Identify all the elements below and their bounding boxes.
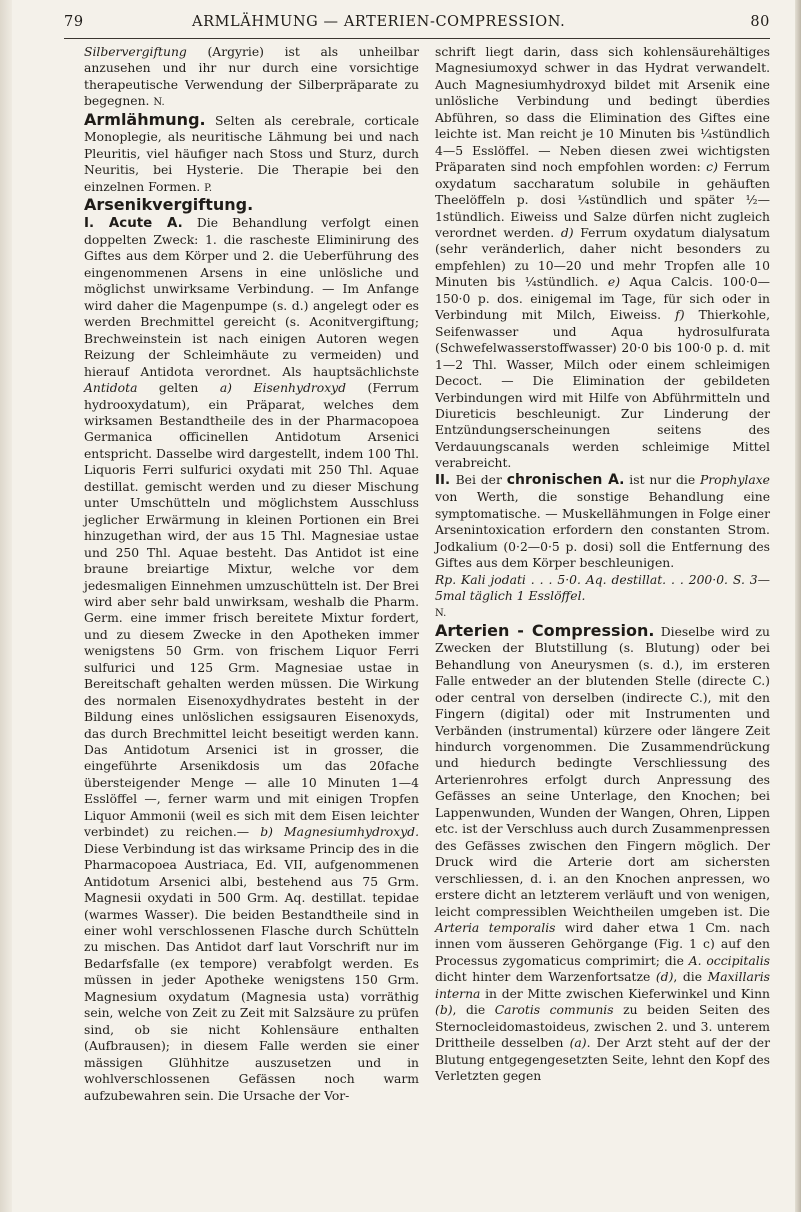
prescription-line: Rp. Kali jodati . . . 5·0. bbox=[435, 572, 581, 587]
entry-arterien-compression bbox=[435, 620, 771, 1085]
subentry-chronic bbox=[435, 472, 770, 572]
author-initial: N. bbox=[435, 608, 447, 620]
body-text: in der Mitte zwischen Kieferwinkel und Kinn bbox=[480, 986, 770, 1001]
entry-heading: Armlähmung. bbox=[84, 109, 206, 129]
italic-term: d) bbox=[560, 225, 574, 240]
header-rule bbox=[64, 38, 770, 39]
author-initial: P. bbox=[204, 182, 213, 194]
italic-term: f) bbox=[675, 308, 685, 323]
body-text: Ferrum oxydatum dialysatum (sehr veränderlich, daher nicht besonders zu empfehlen) zu 10—20 und mehr Tropfen alle 10 Minuten bis ¼stündlich. bbox=[435, 225, 771, 290]
italic-term: Antidota bbox=[84, 381, 138, 396]
italic-term: Maxillaris interna bbox=[435, 970, 770, 1001]
running-header bbox=[64, 6, 770, 36]
body-text: Ferrum oxydatum saccharatum solubile in gehäuften Theelöffeln p. dosi ¼stündlich und später ½—1stündlich. Eiweiss und Salze dürfen nicht zugleich verordnet werden. bbox=[435, 160, 770, 240]
body-text: Dieselbe wird zu Zwecken der Blutstillung (s. Blutung) oder bei Behandlung von Aneurysmen (s. d.), im ersteren Falle entweder an der blutenden Stelle (directe C.) oder central von derselben (indirecte C.), mit den Fingern (digital) oder mit Instrumenten und Verbänden (instrumental) kürzere oder längere Zeit hindurch vorgenommen. Die Zusammendrückung und hiedurch bedingte Verschliessung des Arterienrohres erfolgt durch Anpressung des Gefässes an seine Unterlage, den Knochen; bei Lappenwunden, Wunden der Wangen, Ohren, Lippen etc. ist der Verschluss auch durch Zusammenpressen des Gefässes zwischen den Fingern möglich. Der Druck wird die Arterie dort am sichersten verschliessen, d. i. an den Knochen anpressen, wo erstere dicht an letzterem verläuft und von wenigen, leicht compressiblen Weichtheilen umgeben ist. Die bbox=[435, 624, 771, 919]
italic-term: (b) bbox=[435, 1003, 453, 1018]
body-text: schrift liegt darin, dass sich kohlensäurehältiges Magnesiumoxyd schwer in das Hydrat verwandelt. Auch Magnesiumhydroxyd bildet mit Arsenik eine unlösliche Verbindung und bedingt überdies Abführen, so dass die Elimination des Giftes eine leichte ist. Man reicht je 10 Minuten bis ¼stündlich 4—5 Esslöffel. — Neben diesen zwei wichtigsten Präparaten sind noch empfohlen worden: bbox=[435, 45, 770, 175]
prescription-line: S. 3—5mal täglich 1 Esslöffel. bbox=[435, 572, 770, 603]
body-text: (Argyrie) ist als unheilbar anzusehen und ihr nur durch eine vorsichtige therapeutische Verwendung der Silberpräparate zu begegnen. bbox=[84, 45, 419, 109]
running-title: ARMLÄHMUNG — ARTERIEN-COMPRESSION. bbox=[192, 14, 566, 30]
prescription-line: Aq. destillat. . . 200·0. bbox=[585, 572, 728, 587]
italic-term: a) Eisenhydroxyd bbox=[219, 381, 347, 396]
entry-heading: Arterien - Compression. bbox=[435, 620, 655, 640]
body-text: , die bbox=[673, 970, 708, 985]
entry-heading: Arsenikvergiftung. bbox=[84, 195, 254, 215]
body-text: Aqua Calcis. 100·0—150·0 p. dos. einigemal im Tage, für sich oder in Verbindung mit Milch, Eiweiss. bbox=[435, 275, 771, 323]
acute-continued bbox=[435, 44, 770, 472]
right-column bbox=[435, 44, 770, 1085]
italic-term: Carotis communis bbox=[494, 1003, 614, 1018]
italic-term: e) bbox=[607, 275, 621, 290]
body-text: von Werth, die sonstige Behandlung eine symptomatische. — Muskellähmungen in Folge einer Arsenintoxication erfordern den constanten Strom. Jodkalium (0·2—0·5 p. dosi) soll die Entfernung des Giftes aus dem Körper beschleunigen. bbox=[435, 490, 770, 571]
italic-term: A. occipitalis bbox=[688, 953, 770, 968]
page-number-right: 80 bbox=[750, 14, 770, 30]
body-text: ist nur die bbox=[624, 472, 700, 487]
body-text: Selten als cerebrale, corticale Monoplegie, als neuritische Lähmung bei und nach Pleuritis, viel häufiger nach Stoss und Sturz, durch Neuritis, bei Hysterie. Die Therapie bei den einzelnen Formen. bbox=[84, 113, 419, 194]
italic-term: Prophylaxe bbox=[699, 472, 770, 487]
body-text: Die Behandlung verfolgt einen doppelten Zweck: 1. die rascheste Eliminirung des Giftes aus dem Körper und 2. die Ueberführung des eingenommenen Arsens in eine unlösliche und möglichst unwirksame Verbindung. — Im Anfange wird daher die Magenpumpe (s. d.) angelegt oder es werden Brechmittel gereicht (s. Aconitvergiftung; Brechweinstein ist nach einigen Autoren wegen Reizung der Schleimhäute zu vermeiden) und hierauf Antidota verordnet. Als hauptsächlichste bbox=[84, 215, 420, 379]
left-column bbox=[84, 44, 419, 1104]
page-edge bbox=[795, 0, 801, 1212]
body-text: dicht hinter dem Warzenfortsatze bbox=[435, 970, 656, 985]
entry-silbervergiftung bbox=[84, 44, 419, 112]
author-initial: N. bbox=[153, 97, 165, 109]
italic-term: (a) bbox=[569, 1036, 587, 1051]
entry-armlaehmung bbox=[84, 109, 419, 197]
body-text: wird daher etwa 1 Cm. nach innen vom äusseren Gehörgange (Fig. 1 c) auf den Processus zygomaticus comprimirt; die bbox=[435, 921, 770, 968]
section-number: II. bbox=[435, 472, 456, 488]
section-heading: Acute A. bbox=[108, 215, 183, 231]
page-gutter-shadow bbox=[0, 0, 12, 1212]
italic-term: Arteria temporalis bbox=[435, 921, 556, 936]
body-text: , die bbox=[452, 1003, 495, 1018]
section-number: I. bbox=[84, 215, 109, 231]
body-text: (Ferrum hydrooxydatum), ein Präparat, welches dem wirksamen Bestandtheile des in der Pharmacopoea Germanica officinellen Antidotum Arsenici entspricht. Dasselbe wird dargestellt, indem 100 Thl. Liquoris Ferri sulfurici oxydati mit 250 Thl. Aquae destillat. gemischt werden und zu dieser Mischung unter Umschütteln und möglichstem Ausschluss jeglicher Erwärmung in kleinen Portionen ein Brei hinzugethan wird, der aus 15 Thl. Magnesiae ustae und 250 Thl. Aquae besteht. Das Antidot ist eine braune breiartige Mixtur, welche vor dem jedesmaligen Einnehmen umzuschütteln ist. Der Brei wird aber sehr bald unwirksam, weshalb die Pharm. Germ. eine immer frisch bereitete Mixtur fordert, und zu diesem Zwecke in den Apotheken immer wenigstens 50 Grm. von frischem Liquor Ferri sulfurici und 125 Grm. Magnesiae ustae in Bereitschaft gehalten werden müssen. Die Wirkung des normalen Eisenoxydhydrates besteht in der Bildung eines unlöslichen essigsauren Eisenoxyds, das durch Brechmittel leicht beseitigt werden kann. Das Antidotum Arsenici ist in grosser, die eingeführte Arsenikdosis um das 20fache übersteigender Menge — alle 10 Minuten 1—4 Esslöffel —, ferner warm und mit einigen Tropfen Liquor Ammonii (weil es sich mit dem Eisen leichter verbindet) zu reichen.— bbox=[84, 381, 419, 840]
body-text: Diese Verbindung ist das wirksame Princip des in die Pharmacopoea Austriaca, Ed. VII, aufgenommenen Antidotum Arsenici albi, bestehend aus 75 Grm. Magnesii oxydati in 500 Grm. Aq. destillat. tepidae (warmes Wasser). Die beiden Bestandtheile sind in einer wohl verschlossenen Flasche durch Schütteln zu mischen. Das Antidot darf laut Vorschrift nur im Bedarfsfalle (ex tempore) verabfolgt werden. Es müssen in jeder Apotheke wenigstens 150 Grm. Magnesium oxydatum (Magnesia usta) vorräthig sein, welche von Zeit zu Zeit mit Salzsäure zu prüfen sind, ob sie nicht Kohlensäure enthalten (Aufbrausen); in diesem Falle werden sie einer mässigen Glühhitze auszusetzen und in wohlverschlossenen Gefässen noch warm aufzubewahren sein. Die Ursache der Vor- bbox=[84, 841, 419, 1103]
term: Silbervergiftung bbox=[84, 45, 187, 59]
body-text: Bei der bbox=[455, 472, 507, 487]
body-text: . Der Arzt steht auf der der Blutung entgegengesetzten Seite, lehnt den Kopf des Verletzten gegen bbox=[435, 1036, 770, 1084]
page-number-left: 79 bbox=[64, 14, 84, 30]
body-text: zu beiden Seiten des Sternocleidomastoideus, zwischen 2. und 3. unterem Drittheile desselben bbox=[435, 1003, 770, 1051]
italic-term: (d) bbox=[655, 970, 674, 985]
section-heading: chronischen A. bbox=[506, 471, 625, 488]
body-text: Thierkohle, Seifenwasser und Aqua hydrosulfurata (Schwefelwasserstoffwasser) 20·0 bis 100·0 p. d. mit 1—2 Thl. Wasser, Milch oder einem schleimigen Decoct. — Die Elimination der gebildeten Verbindungen wird mit Hilfe von Abführmitteln und Diureticis beschleunigt. Zur Linderung der Entzündungserscheinungen seitens des Verdauungscanals werden schleimige Mittel verabreicht. bbox=[435, 308, 770, 471]
italic-term: b) Magnesiumhydroxyd. bbox=[260, 825, 419, 840]
prescription bbox=[435, 572, 770, 605]
italic-term: c) bbox=[706, 160, 718, 175]
subentry-acute bbox=[84, 215, 419, 1104]
entry-arsenikvergiftung bbox=[84, 197, 419, 214]
body-text: gelten bbox=[137, 381, 220, 396]
